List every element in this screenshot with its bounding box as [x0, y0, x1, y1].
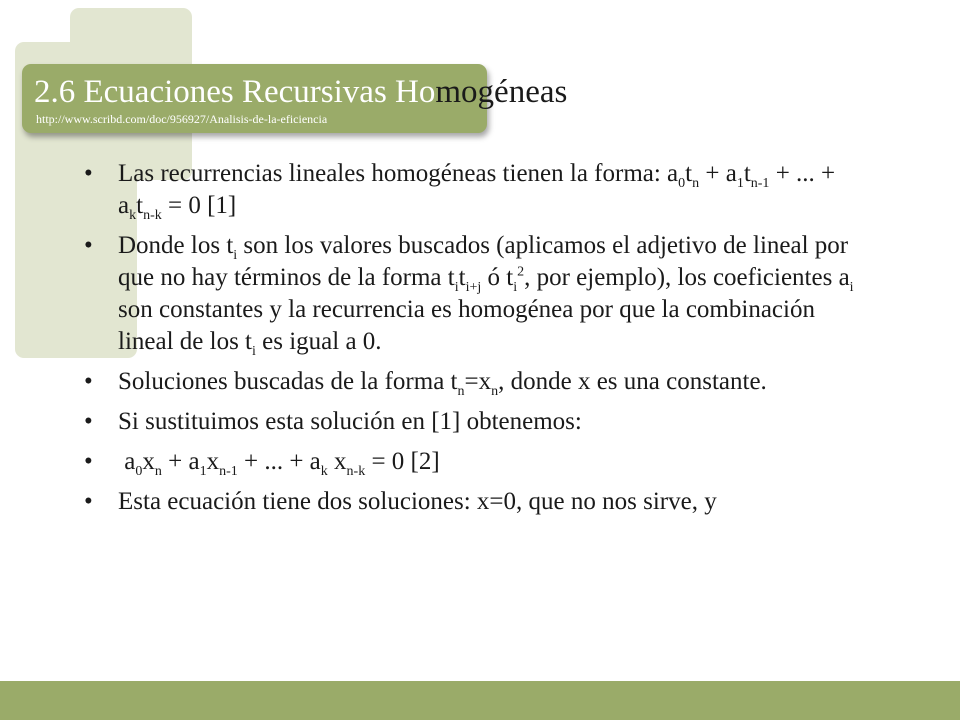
source-url: http://www.scribd.com/doc/956927/Analisis-de-la-eficiencia [36, 112, 328, 126]
slide-title-part2: mogéneas [435, 74, 568, 110]
bullet-item [84, 406, 874, 438]
bullet-item [84, 446, 874, 478]
bullet-text: $a_0x_n + a_1x_{n-1}$ + ... + $a_k$ $x_{n-k} = 0$ [2] [118, 448, 440, 479]
bullet-text: Esta ecuación tiene dos soluciones: x=0, que no nos sirve, y [118, 488, 717, 515]
bullet-text: Las recurrencias lineales homogéneas tienen la forma: $a_0t_n + a_1t_{n-1}$ + ... + $a_kt_{n-k} = 0$ [1] [118, 160, 836, 223]
bullet-text: Donde los $t_i$ son los valores buscados (aplicamos el adjetivo de lineal por que no hay términos de la forma $t_it_{i+j}$ ó $t_i^2$, por ejemplo), los coeficientes $a_i$ son constantes y la recurrencia es homogénea por que la combinación lineal de los $t_i$ es igual a 0. [118, 232, 854, 359]
bullet-item [84, 486, 874, 518]
bullet-list [84, 158, 874, 526]
footer-band [0, 681, 960, 720]
bullet-item [84, 366, 874, 398]
slide-title [34, 72, 567, 112]
slide-title-part1: 2.6 Ecuaciones Recursivas Ho [34, 74, 436, 110]
bullet-item [84, 230, 874, 358]
bullet-text: Si sustituimos esta solución en [1] obtenemos: [118, 408, 582, 435]
bullet-item [84, 158, 874, 222]
bullet-text: Soluciones buscadas de la forma $t_n=x_n$, donde x es una constante. [118, 368, 767, 399]
